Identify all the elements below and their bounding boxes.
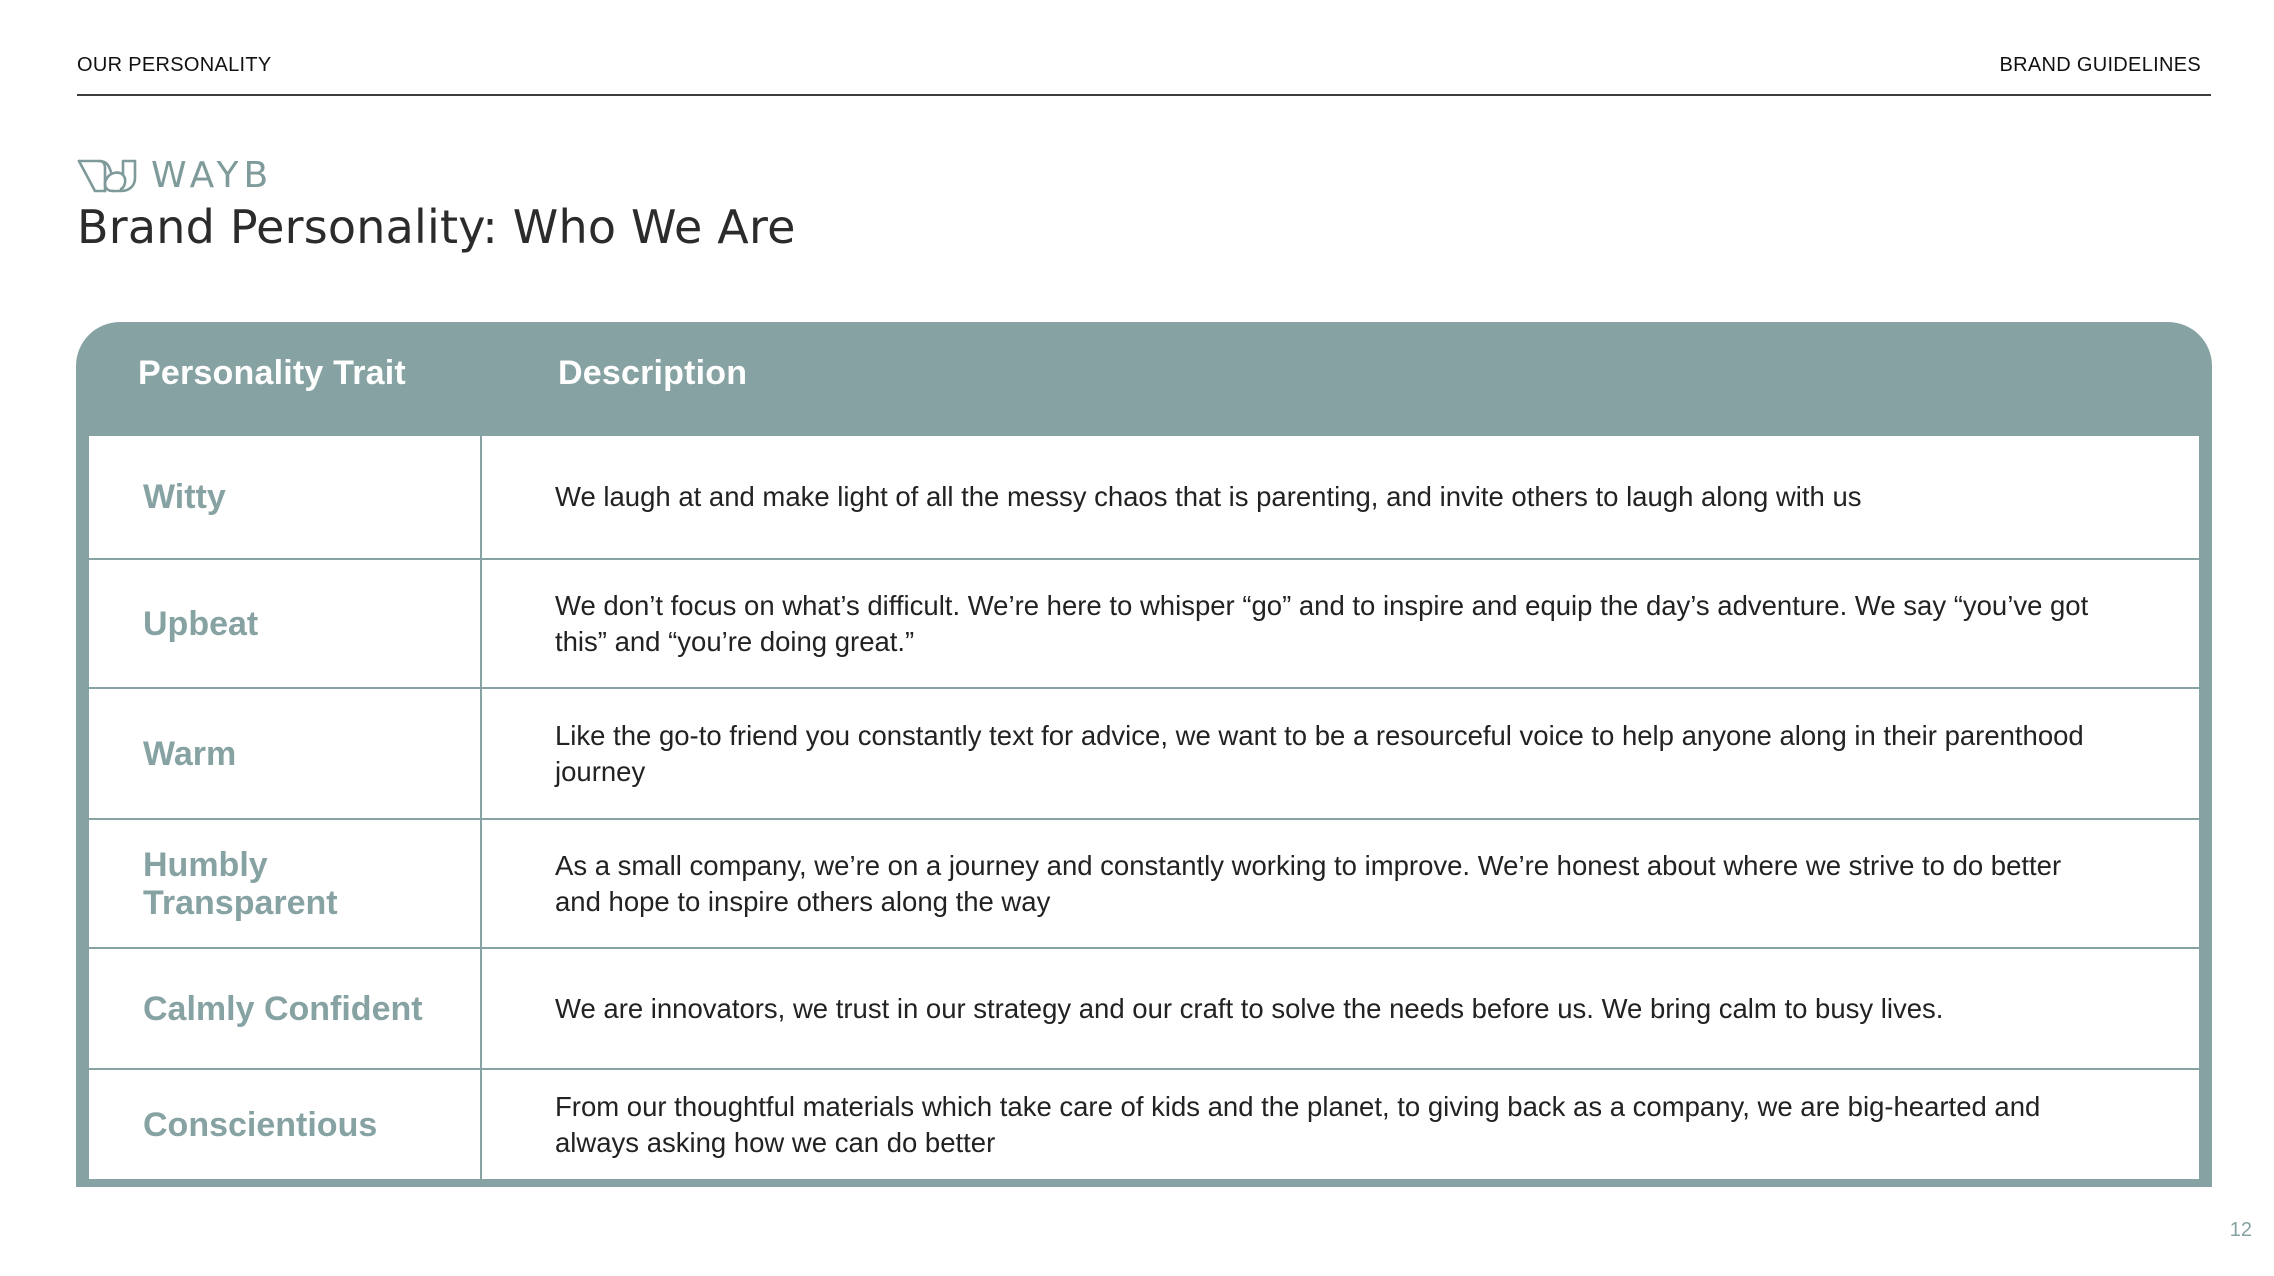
table-row <box>89 560 2199 687</box>
trait-cell: Conscientious <box>89 1070 480 1179</box>
description-cell: We don’t focus on what’s difficult. We’re here to whisper “go” and to inspire and equip the day’s adventure. We say “you’ve got this” and “you’re doing great.” <box>482 560 2199 687</box>
section-label: OUR PERSONALITY <box>77 54 272 76</box>
table-row <box>89 689 2199 818</box>
wayb-wave-logo-icon <box>77 158 137 194</box>
trait-cell: Humbly Transparent <box>89 820 480 947</box>
page-number: 12 <box>2229 1219 2252 1241</box>
trait-cell: Witty <box>89 436 480 558</box>
column-header-description: Description <box>558 354 748 392</box>
trait-cell: Calmly Confident <box>89 949 480 1068</box>
table-row <box>89 436 2199 558</box>
description-cell: Like the go-to friend you constantly text for advice, we want to be a resourceful voice to help anyone along in their parenthood journey <box>482 689 2199 818</box>
column-header-trait: Personality Trait <box>138 354 406 392</box>
description-cell: We are innovators, we trust in our strategy and our craft to solve the needs before us. We bring calm to busy lives. <box>482 949 2199 1068</box>
logo-wordmark: WAYB <box>151 155 274 196</box>
document-label: BRAND GUIDELINES <box>1999 54 2201 76</box>
table-row <box>89 1070 2199 1179</box>
page-title: Brand Personality: Who We Are <box>77 200 796 254</box>
table-row <box>89 820 2199 947</box>
page-header <box>77 54 2211 96</box>
trait-cell: Upbeat <box>89 560 480 687</box>
brand-logo <box>77 157 273 195</box>
description-cell: As a small company, we’re on a journey and constantly working to improve. We’re honest about where we strive to do better and hope to inspire others along the way <box>482 820 2199 947</box>
description-cell: From our thoughtful materials which take care of kids and the planet, to giving back as a company, we are big-hearted and always asking how we can do better <box>482 1070 2199 1179</box>
table-body <box>89 436 2199 1179</box>
personality-table <box>76 322 2212 1187</box>
description-cell: We laugh at and make light of all the messy chaos that is parenting, and invite others to laugh along with us <box>482 436 2199 558</box>
trait-cell: Warm <box>89 689 480 818</box>
table-row <box>89 949 2199 1068</box>
